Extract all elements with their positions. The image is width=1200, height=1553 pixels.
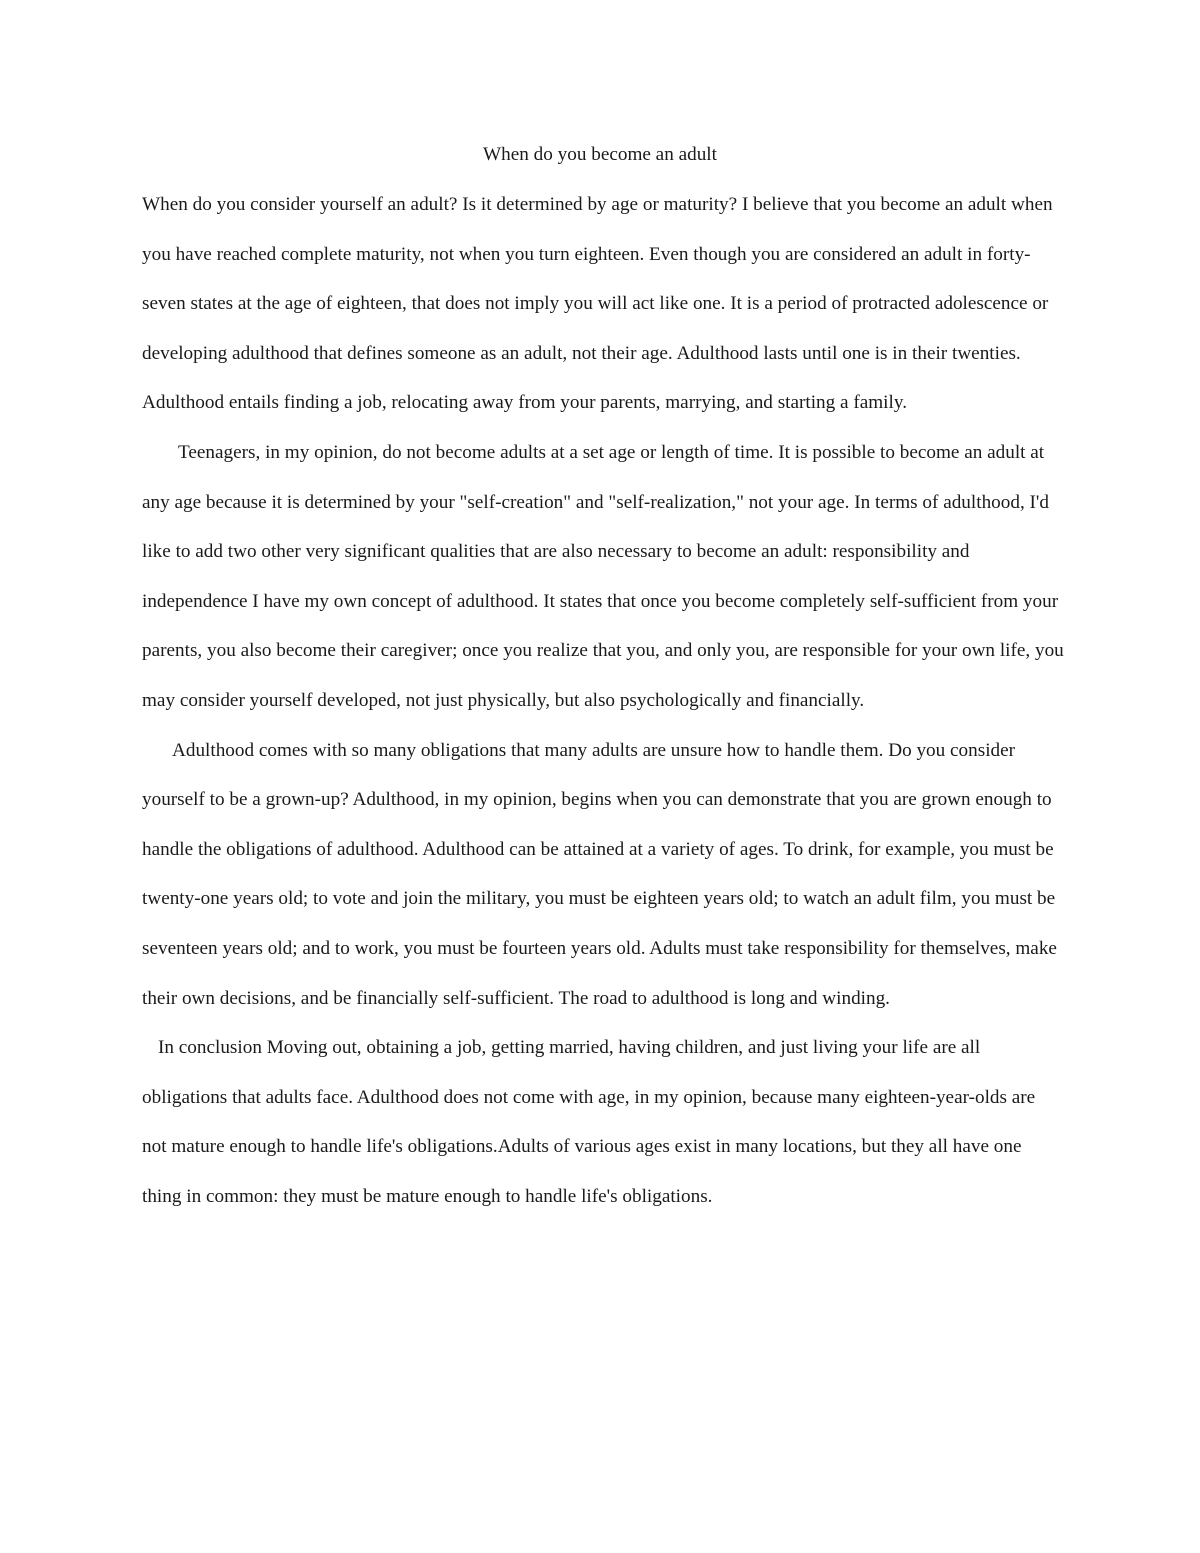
paragraph-2: Teenagers, in my opinion, do not become adults at a set age or length of time. It is possible to become an adult at any age because it is determined by your "self-creation" and "self-realization," not your age. In terms of adulthood, I'd like to add two other very significant qualities that are also necessary to become an adult: responsibility and independence I have my own concept of adulthood. It states that once you become completely self-sufficient from your parents, you also become their caregiver; once you realize that you, and only you, are responsible for your own life, you may consider yourself developed, not just physically, but also psychologically and financially. — [142, 441, 1064, 711]
paragraph-3: Adulthood comes with so many obligations that many adults are unsure how to handle them. Do you consider yourself to be a grown-up? Adulthood, in my opinion, begins when you can demonstrate that you are grown enough to handle the obligations of adulthood. Adulthood can be attained at a variety of ages. To drink, for example, you must be twenty-one years old; to vote and join the military, you must be eighteen years old; to watch an adult film, you must be seventeen years old; and to work, you must be fourteen years old. Adults must take responsibility for themselves, make their own decisions, and be financially self-sufficient. The road to adulthood is long and winding. — [142, 739, 1057, 1009]
document-title: When do you become an adult — [483, 144, 717, 165]
paragraph-1: When do you consider yourself an adult? Is it determined by age or maturity? I believe that you become an adult when you have reached complete maturity, not when you turn eighteen. Even though you are considered an adult in forty-seven states at the age of eighteen, that does not imply you will act like one. It is a period of protracted adolescence or developing adulthood that defines someone as an adult, not their age. Adulthood lasts until one is in their twenties. Adulthood entails finding a job, relocating away from your parents, marrying, and starting a family. — [142, 194, 1053, 414]
paragraph-4: In conclusion Moving out, obtaining a job, getting married, having children, and just living your life are all obligations that adults face. Adulthood does not come with age, in my opinion, because many eighteen-year-olds are not mature enough to handle life's obligations.Adults of various ages exist in many locations, but they all have one thing in common: they must be mature enough to handle life's obligations. — [142, 1037, 1036, 1207]
document-body — [142, 180, 1064, 1221]
